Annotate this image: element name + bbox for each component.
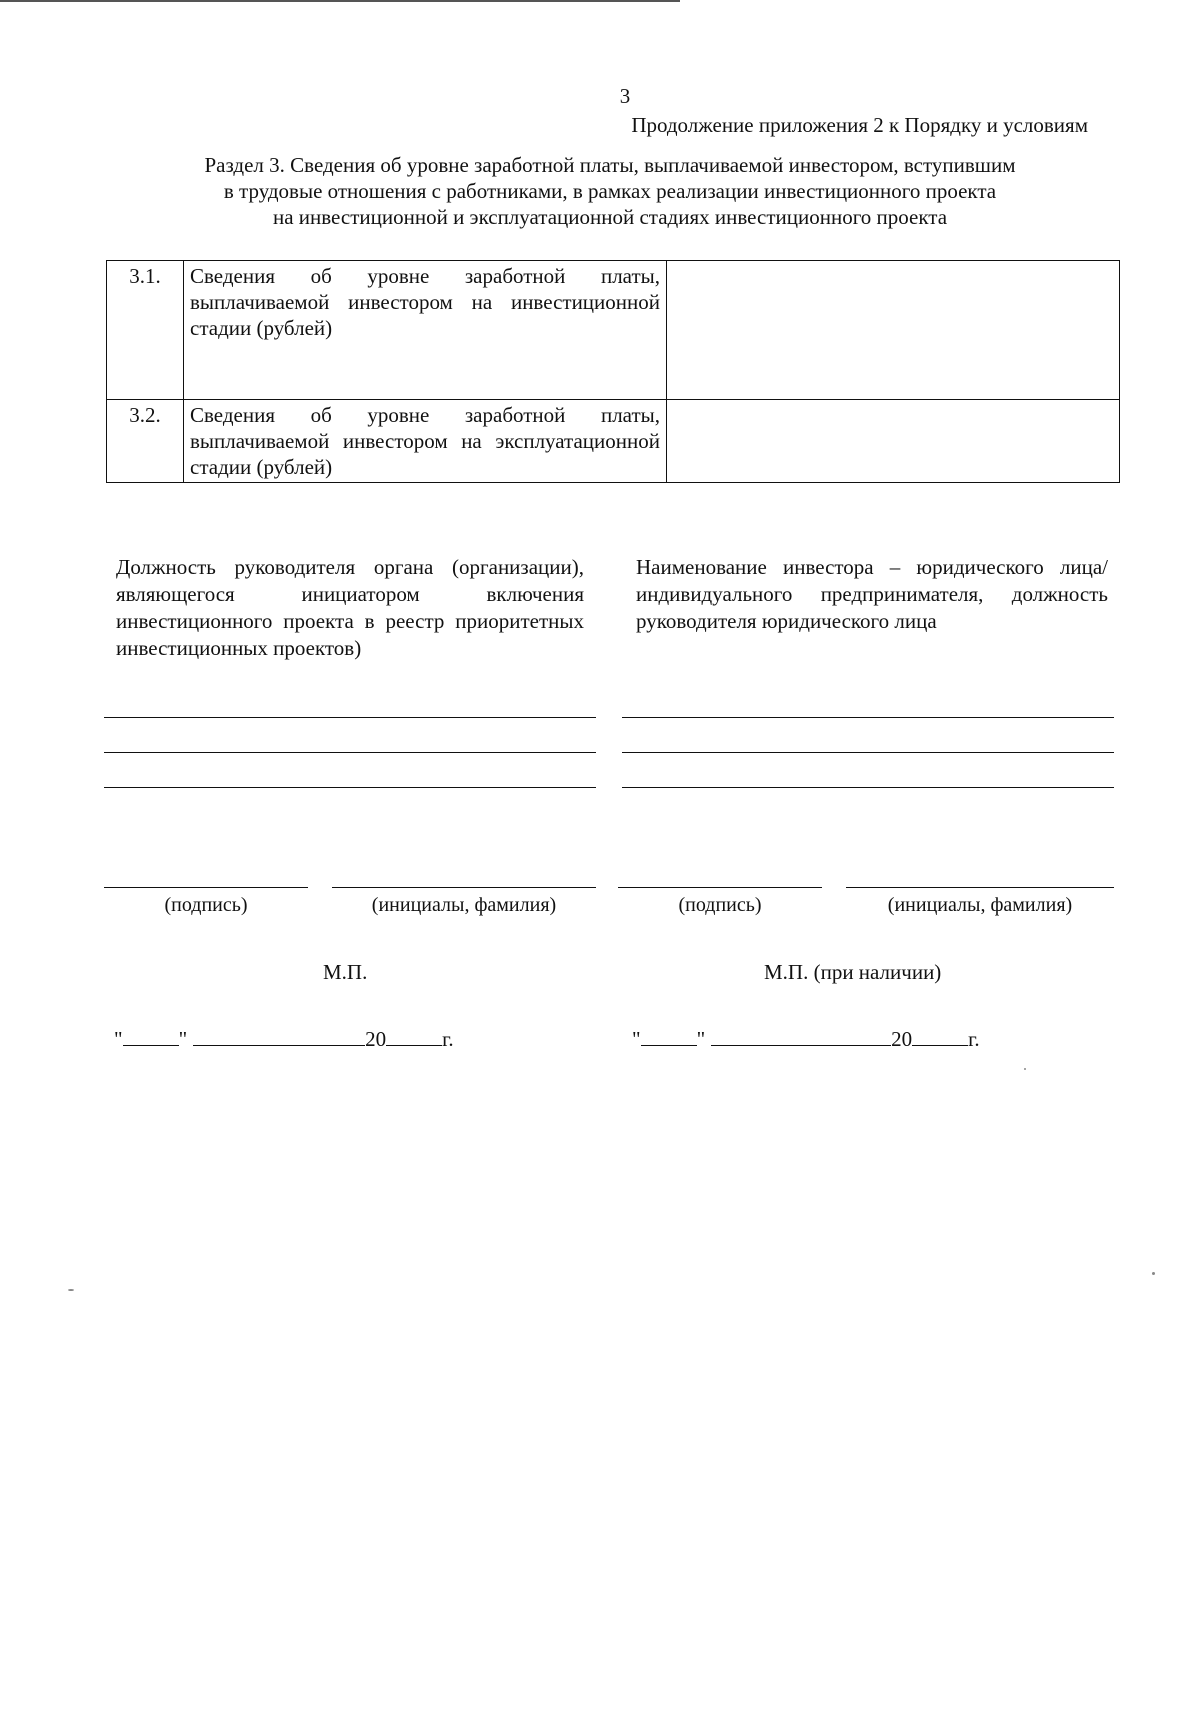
authority-date-field — [114, 1025, 454, 1052]
salary-table — [106, 260, 1120, 483]
quote-mark: " — [696, 1027, 706, 1051]
investor-name-label: Наименование инвестора – юридического лица/индивидуального предпринимателя, должность руководителя юридического лица — [636, 555, 1108, 633]
investor-signature-line[interactable] — [618, 887, 822, 888]
authority-position-label: Должность руководителя органа (организации), являющегося инициатором включения инвестиционного проекта в реестр приоритетных инвестиционных проектов) — [116, 555, 584, 660]
month-blank[interactable] — [193, 1025, 365, 1046]
investor-name-caption: (инициалы, фамилия) — [887, 894, 1073, 916]
section-title-line: на инвестиционной и эксплуатационной стадиях инвестиционного проекта — [272, 205, 948, 229]
authority-signature-caption: (подпись) — [164, 894, 248, 916]
investor-stamp-label: М.П. (при наличии) — [764, 960, 942, 984]
year-blank[interactable] — [912, 1025, 968, 1046]
row-value-cell[interactable] — [667, 261, 1120, 400]
authority-fill-line[interactable] — [104, 717, 596, 718]
day-blank[interactable] — [641, 1025, 697, 1046]
table-row — [107, 261, 1120, 400]
section-title-line: в трудовые отношения с работниками, в рамках реализации инвестиционного проекта — [223, 179, 997, 203]
section-title-line: Раздел 3. Сведения об уровне заработной платы, выплачиваемой инвестором, вступившим — [204, 153, 1016, 177]
section-title — [110, 152, 1110, 230]
row-description: Сведения об уровне заработной платы, выплачиваемой инвестором на инвестиционной стадии (рублей) — [184, 261, 667, 400]
quote-mark: " — [632, 1027, 641, 1051]
year-prefix: 20 — [365, 1027, 387, 1051]
authority-fill-line[interactable] — [104, 787, 596, 788]
year-suffix: г. — [442, 1027, 454, 1051]
investor-fill-line[interactable] — [622, 717, 1114, 718]
quote-mark: " — [114, 1027, 123, 1051]
appendix-continuation: Продолжение приложения 2 к Порядку и условиям — [631, 113, 1088, 137]
page-number: 3 — [619, 84, 631, 108]
scan-speck — [1152, 1272, 1155, 1275]
row-description: Сведения об уровне заработной платы, выплачиваемой инвестором на эксплуатационной стадии (рублей) — [184, 400, 667, 483]
scan-speck — [1024, 1068, 1026, 1070]
year-blank[interactable] — [386, 1025, 442, 1046]
investor-fill-line[interactable] — [622, 787, 1114, 788]
scan-speck — [68, 1289, 74, 1291]
authority-fill-line[interactable] — [104, 752, 596, 753]
year-prefix: 20 — [891, 1027, 913, 1051]
table-row — [107, 400, 1120, 483]
quote-mark: " — [178, 1027, 188, 1051]
month-blank[interactable] — [711, 1025, 891, 1046]
authority-signature-line[interactable] — [104, 887, 308, 888]
scan-edge-line — [0, 0, 680, 2]
investor-name-line[interactable] — [846, 887, 1114, 888]
authority-name-caption: (инициалы, фамилия) — [371, 894, 557, 916]
row-number: 3.1. — [107, 261, 184, 400]
row-number: 3.2. — [107, 400, 184, 483]
row-value-cell[interactable] — [667, 400, 1120, 483]
authority-name-line[interactable] — [332, 887, 596, 888]
year-suffix: г. — [968, 1027, 980, 1051]
authority-stamp-label: М.П. — [323, 960, 368, 984]
investor-date-field — [632, 1025, 980, 1052]
investor-signature-caption: (подпись) — [678, 894, 762, 916]
investor-fill-line[interactable] — [622, 752, 1114, 753]
day-blank[interactable] — [123, 1025, 179, 1046]
